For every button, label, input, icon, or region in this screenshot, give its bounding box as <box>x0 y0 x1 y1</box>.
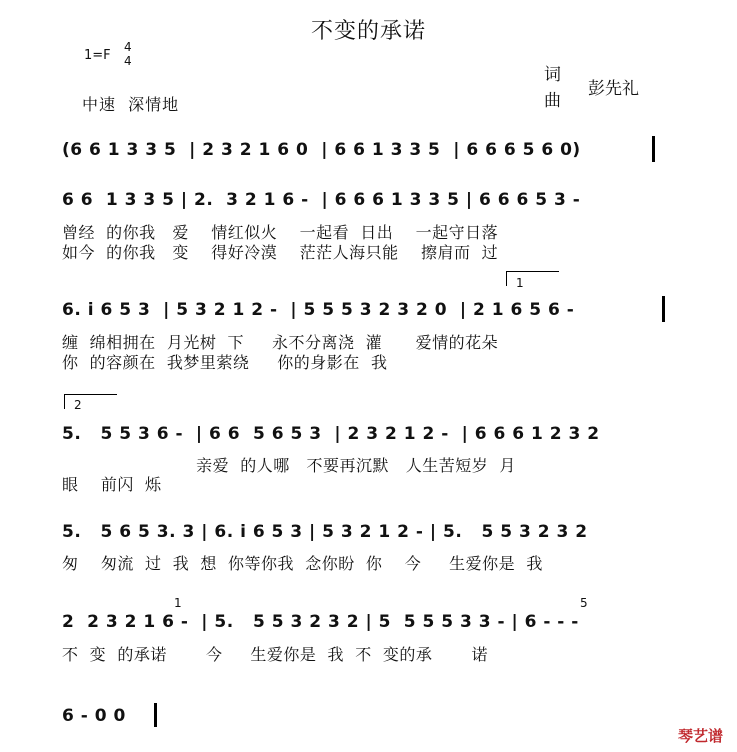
page-title: 不变的承诺 <box>310 19 426 44</box>
lyrics-line-3-verse-2: 你 的容颜在 我梦里萦绕 你的身影在 我 <box>62 353 388 372</box>
lyrics-line-5: 匆 匆流 过 我 想 你等你我 念你盼 你 今 生爱你是 我 <box>62 554 543 573</box>
notes-line-4: 5. 5 5 3 6 - | 6 6 5 6 5 3 | 2 3 2 1 2 - | 6 6 6 1 2 3 2 <box>62 424 600 444</box>
notes-line-3: 6. i 6 5 3 | 5 3 2 1 2 - | 5 5 5 3 2 3 2 0 | 2 1 6 5 6 - <box>62 300 575 320</box>
lyrics-line-3-verse-1: 缠 绵相拥在 月光树 下 永不分离浇 灌 爱情的花朵 <box>62 333 499 352</box>
repeat-barline <box>652 136 655 162</box>
volta-number-1: 1 <box>516 276 524 290</box>
lyrics-line-2-verse-1: 曾经 的你我 爱 情红似火 一起看 日出 一起守日落 <box>62 223 499 242</box>
notes-line-2: 6 6 1 3 3 5 | 2. 3 2 1 6 - | 6 6 6 1 3 3 5 | 6 6 6 5 3 - <box>62 190 581 210</box>
end-repeat-barline <box>662 296 665 322</box>
volta-number-2: 2 <box>74 398 82 412</box>
author-name: 彭先礼 <box>588 79 639 99</box>
lyrics-line-6: 不 变 的承诺 今 生爱你是 我 不 变的承 诺 <box>62 645 488 664</box>
notes-line-1: (6 6 1 3 3 5 | 2 3 2 1 6 0 | 6 6 1 3 3 5 | 6 6 6 5 6 0) <box>62 140 581 160</box>
tempo-marking: 中速 深情地 <box>82 95 180 114</box>
key-signature: 1=F <box>84 48 111 63</box>
final-barline <box>154 703 157 727</box>
lyrics-line-4-verse-1: 亲爱 的人哪 不要再沉默 人生苦短岁 月 <box>62 456 516 475</box>
lyricist-label: 词 <box>544 65 561 85</box>
time-signature <box>124 40 132 68</box>
lyrics-line-4-verse-2: 眼 前闪 烁 <box>62 475 162 494</box>
notes-line-7: 6 - 0 0 <box>62 706 126 726</box>
grace-note-1: 1 <box>174 596 182 610</box>
time-signature-top: 4 <box>124 40 132 54</box>
notes-line-6: 2 2 3 2 1 6 - | 5. 5 5 3 2 3 2 | 5 5 5 5 3 3 - | 6 - - - <box>62 612 579 632</box>
watermark-logo: 琴艺谱 <box>677 727 723 745</box>
volta-bracket-2 <box>64 394 117 409</box>
grace-note-2: 5 <box>580 596 588 610</box>
volta-bracket-1 <box>506 271 559 286</box>
time-signature-bottom: 4 <box>124 54 132 68</box>
notes-line-5: 5. 5 6 5 3. 3 | 6. i 6 5 3 | 5 3 2 1 2 - | 5. 5 5 3 2 3 2 <box>62 522 588 542</box>
composer-label: 曲 <box>544 91 561 111</box>
lyrics-line-2-verse-2: 如今 的你我 变 得好冷漠 茫茫人海只能 擦肩而 过 <box>62 243 499 262</box>
